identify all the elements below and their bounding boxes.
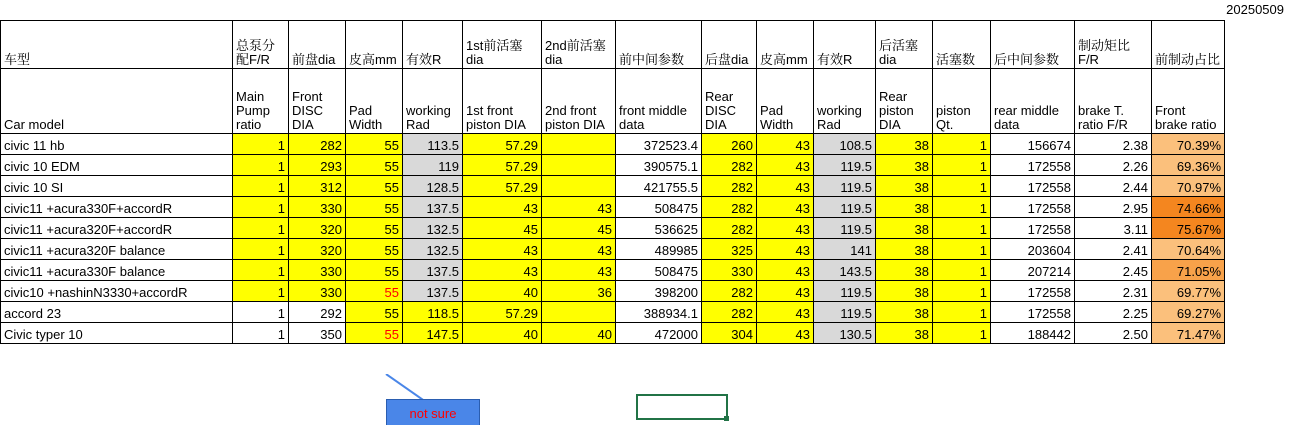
cell-rear-rad: 119.5 xyxy=(814,302,876,323)
cell-front-brake-ratio: 74.66% xyxy=(1152,197,1225,218)
cell-rear-middle: 156674 xyxy=(991,134,1075,155)
cell-rear-pad: 43 xyxy=(757,260,814,281)
callout-label: not sure xyxy=(409,405,457,421)
cell-piston-qty: 1 xyxy=(933,176,991,197)
cell-rear-piston: 38 xyxy=(876,218,933,239)
header-row-en xyxy=(1,69,1225,134)
cell-front-piston1: 43 xyxy=(463,260,542,281)
cell-rear-rad: 119.5 xyxy=(814,176,876,197)
cell-rear-rad: 119.5 xyxy=(814,281,876,302)
selected-cell[interactable] xyxy=(636,394,728,420)
header-en-14: brake T. ratio F/R xyxy=(1075,69,1152,134)
cell-front-pad: 55 xyxy=(346,323,403,344)
cell-rear-piston: 38 xyxy=(876,155,933,176)
header-cn-10: 有效R xyxy=(814,21,876,69)
cell-rear-pad: 43 xyxy=(757,323,814,344)
cell-front-rad: 118.5 xyxy=(403,302,463,323)
cell-rear-pad: 43 xyxy=(757,281,814,302)
cell-pump-ratio: 1 xyxy=(233,197,289,218)
header-en-4: working Rad xyxy=(403,69,463,134)
cell-model: civic 11 hb xyxy=(1,134,233,155)
cell-pump-ratio: 1 xyxy=(233,260,289,281)
table-row xyxy=(1,134,1225,155)
table-row xyxy=(1,197,1225,218)
cell-model: civic11 +acura320F balance xyxy=(1,239,233,260)
fill-handle[interactable] xyxy=(724,416,729,421)
cell-front-disc: 312 xyxy=(289,176,346,197)
cell-front-disc: 330 xyxy=(289,197,346,218)
header-en-15: Front brake ratio xyxy=(1152,69,1225,134)
header-en-10: working Rad xyxy=(814,69,876,134)
cell-front-piston2 xyxy=(542,176,616,197)
cell-rear-pad: 43 xyxy=(757,155,814,176)
cell-front-brake-ratio: 70.97% xyxy=(1152,176,1225,197)
cell-rear-rad: 119.5 xyxy=(814,197,876,218)
cell-rear-disc: 282 xyxy=(702,155,757,176)
header-cn-8: 后盘dia xyxy=(702,21,757,69)
table-row xyxy=(1,260,1225,281)
cell-front-piston2: 36 xyxy=(542,281,616,302)
cell-rear-disc: 282 xyxy=(702,302,757,323)
cell-rear-disc: 260 xyxy=(702,134,757,155)
cell-front-disc: 350 xyxy=(289,323,346,344)
table-row xyxy=(1,218,1225,239)
cell-front-brake-ratio: 71.05% xyxy=(1152,260,1225,281)
cell-rear-middle: 172558 xyxy=(991,155,1075,176)
cell-front-piston2: 43 xyxy=(542,239,616,260)
cell-front-pad: 55 xyxy=(346,260,403,281)
cell-rear-pad: 43 xyxy=(757,302,814,323)
cell-rear-rad: 119.5 xyxy=(814,155,876,176)
cell-rear-middle: 207214 xyxy=(991,260,1075,281)
header-en-7: front middle data xyxy=(616,69,702,134)
cell-front-brake-ratio: 70.64% xyxy=(1152,239,1225,260)
cell-front-brake-ratio: 69.36% xyxy=(1152,155,1225,176)
cell-rear-pad: 43 xyxy=(757,134,814,155)
cell-rear-rad: 143.5 xyxy=(814,260,876,281)
header-en-13: rear middle data xyxy=(991,69,1075,134)
cell-front-brake-ratio: 69.77% xyxy=(1152,281,1225,302)
cell-front-pad: 55 xyxy=(346,302,403,323)
cell-front-pad: 55 xyxy=(346,218,403,239)
cell-rear-disc: 325 xyxy=(702,239,757,260)
cell-rear-piston: 38 xyxy=(876,323,933,344)
table-row xyxy=(1,281,1225,302)
header-cn-14: 制动矩比F/R xyxy=(1075,21,1152,69)
cell-torque-ratio: 2.41 xyxy=(1075,239,1152,260)
cell-front-piston2 xyxy=(542,155,616,176)
cell-rear-piston: 38 xyxy=(876,239,933,260)
header-cn-4: 有效R xyxy=(403,21,463,69)
cell-front-piston1: 40 xyxy=(463,323,542,344)
cell-front-piston2 xyxy=(542,134,616,155)
cell-front-disc: 293 xyxy=(289,155,346,176)
cell-front-middle: 472000 xyxy=(616,323,702,344)
cell-rear-piston: 38 xyxy=(876,260,933,281)
cell-model: civic11 +acura330F balance xyxy=(1,260,233,281)
cell-rear-rad: 141 xyxy=(814,239,876,260)
cell-pump-ratio: 1 xyxy=(233,176,289,197)
cell-front-disc: 282 xyxy=(289,134,346,155)
header-cn-1: 总泵分配F/R xyxy=(233,21,289,69)
cell-rear-middle: 188442 xyxy=(991,323,1075,344)
cell-front-middle: 508475 xyxy=(616,197,702,218)
header-en-3: Pad Width xyxy=(346,69,403,134)
header-cn-9: 皮高mm xyxy=(757,21,814,69)
cell-front-piston1: 45 xyxy=(463,218,542,239)
cell-rear-disc: 282 xyxy=(702,197,757,218)
cell-front-disc: 330 xyxy=(289,281,346,302)
table-row xyxy=(1,323,1225,344)
cell-front-rad: 132.5 xyxy=(403,239,463,260)
cell-model: civic 10 SI xyxy=(1,176,233,197)
cell-model: Civic typer 10 xyxy=(1,323,233,344)
cell-rear-piston: 38 xyxy=(876,302,933,323)
cell-front-piston1: 43 xyxy=(463,239,542,260)
cell-torque-ratio: 2.38 xyxy=(1075,134,1152,155)
cell-model: civic 10 EDM xyxy=(1,155,233,176)
cell-front-brake-ratio: 71.47% xyxy=(1152,323,1225,344)
cell-rear-pad: 43 xyxy=(757,197,814,218)
cell-model: civic11 +acura330F+accordR xyxy=(1,197,233,218)
cell-front-piston2: 43 xyxy=(542,197,616,218)
cell-rear-middle: 172558 xyxy=(991,197,1075,218)
cell-pump-ratio: 1 xyxy=(233,155,289,176)
cell-piston-qty: 1 xyxy=(933,323,991,344)
data-table xyxy=(0,20,1225,344)
table-row xyxy=(1,239,1225,260)
header-cn-0: 车型 xyxy=(1,21,233,69)
cell-rear-disc: 282 xyxy=(702,281,757,302)
cell-piston-qty: 1 xyxy=(933,134,991,155)
cell-piston-qty: 1 xyxy=(933,260,991,281)
cell-front-disc: 320 xyxy=(289,239,346,260)
cell-rear-middle: 172558 xyxy=(991,218,1075,239)
cell-piston-qty: 1 xyxy=(933,218,991,239)
cell-front-middle: 489985 xyxy=(616,239,702,260)
table-row xyxy=(1,176,1225,197)
cell-model: civic10 +nashinN3330+accordR xyxy=(1,281,233,302)
header-cn-13: 后中间参数 xyxy=(991,21,1075,69)
table-row xyxy=(1,155,1225,176)
cell-torque-ratio: 2.50 xyxy=(1075,323,1152,344)
cell-pump-ratio: 1 xyxy=(233,281,289,302)
cell-front-pad: 55 xyxy=(346,281,403,302)
cell-front-disc: 292 xyxy=(289,302,346,323)
cell-piston-qty: 1 xyxy=(933,281,991,302)
cell-front-middle: 398200 xyxy=(616,281,702,302)
header-cn-11: 后活塞dia xyxy=(876,21,933,69)
cell-front-middle: 536625 xyxy=(616,218,702,239)
header-cn-15: 前制动占比 xyxy=(1152,21,1225,69)
date-cell: 20250509 xyxy=(1226,2,1284,17)
header-en-0: Car model xyxy=(1,69,233,134)
cell-piston-qty: 1 xyxy=(933,239,991,260)
cell-front-rad: 137.5 xyxy=(403,281,463,302)
cell-front-middle: 508475 xyxy=(616,260,702,281)
cell-torque-ratio: 3.11 xyxy=(1075,218,1152,239)
cell-front-rad: 132.5 xyxy=(403,218,463,239)
cell-front-pad: 55 xyxy=(346,134,403,155)
cell-front-middle: 372523.4 xyxy=(616,134,702,155)
header-en-8: Rear DISC DIA xyxy=(702,69,757,134)
cell-pump-ratio: 1 xyxy=(233,239,289,260)
cell-rear-piston: 38 xyxy=(876,197,933,218)
cell-pump-ratio: 1 xyxy=(233,218,289,239)
cell-piston-qty: 1 xyxy=(933,302,991,323)
cell-front-disc: 320 xyxy=(289,218,346,239)
header-en-6: 2nd front piston DIA xyxy=(542,69,616,134)
header-row-cn xyxy=(1,21,1225,69)
header-en-11: Rear piston DIA xyxy=(876,69,933,134)
cell-rear-piston: 38 xyxy=(876,176,933,197)
cell-front-pad: 55 xyxy=(346,155,403,176)
cell-front-piston1: 57.29 xyxy=(463,155,542,176)
cell-front-rad: 128.5 xyxy=(403,176,463,197)
cell-front-rad: 113.5 xyxy=(403,134,463,155)
top-row xyxy=(0,0,1290,20)
not-sure-callout[interactable] xyxy=(386,399,480,425)
cell-front-rad: 147.5 xyxy=(403,323,463,344)
header-en-12: piston Qt. xyxy=(933,69,991,134)
cell-pump-ratio: 1 xyxy=(233,302,289,323)
cell-rear-pad: 43 xyxy=(757,218,814,239)
cell-rear-disc: 330 xyxy=(702,260,757,281)
table-row xyxy=(1,302,1225,323)
cell-front-piston2: 40 xyxy=(542,323,616,344)
cell-rear-rad: 130.5 xyxy=(814,323,876,344)
cell-model: accord 23 xyxy=(1,302,233,323)
header-en-1: Main Pump ratio xyxy=(233,69,289,134)
cell-torque-ratio: 2.31 xyxy=(1075,281,1152,302)
cell-front-piston1: 57.29 xyxy=(463,302,542,323)
cell-front-pad: 55 xyxy=(346,197,403,218)
cell-front-rad: 137.5 xyxy=(403,197,463,218)
cell-front-piston1: 40 xyxy=(463,281,542,302)
cell-front-pad: 55 xyxy=(346,239,403,260)
cell-model: civic11 +acura320F+accordR xyxy=(1,218,233,239)
cell-front-middle: 421755.5 xyxy=(616,176,702,197)
cell-front-rad: 119 xyxy=(403,155,463,176)
cell-pump-ratio: 1 xyxy=(233,323,289,344)
cell-rear-rad: 119.5 xyxy=(814,218,876,239)
cell-rear-rad: 108.5 xyxy=(814,134,876,155)
cell-rear-piston: 38 xyxy=(876,281,933,302)
header-en-2: Front DISC DIA xyxy=(289,69,346,134)
cell-front-piston2: 45 xyxy=(542,218,616,239)
cell-piston-qty: 1 xyxy=(933,155,991,176)
cell-front-rad: 137.5 xyxy=(403,260,463,281)
cell-rear-middle: 172558 xyxy=(991,302,1075,323)
cell-front-brake-ratio: 69.27% xyxy=(1152,302,1225,323)
cell-front-brake-ratio: 75.67% xyxy=(1152,218,1225,239)
header-en-5: 1st front piston DIA xyxy=(463,69,542,134)
cell-rear-middle: 172558 xyxy=(991,281,1075,302)
cell-front-brake-ratio: 70.39% xyxy=(1152,134,1225,155)
cell-torque-ratio: 2.44 xyxy=(1075,176,1152,197)
callout-leader-line xyxy=(380,374,440,402)
cell-front-piston1: 57.29 xyxy=(463,176,542,197)
cell-rear-disc: 304 xyxy=(702,323,757,344)
cell-front-piston2 xyxy=(542,302,616,323)
cell-rear-disc: 282 xyxy=(702,218,757,239)
cell-rear-disc: 282 xyxy=(702,176,757,197)
cell-front-piston1: 57.29 xyxy=(463,134,542,155)
cell-rear-pad: 43 xyxy=(757,239,814,260)
cell-rear-middle: 203604 xyxy=(991,239,1075,260)
cell-front-piston2: 43 xyxy=(542,260,616,281)
cell-front-middle: 390575.1 xyxy=(616,155,702,176)
cell-rear-piston: 38 xyxy=(876,134,933,155)
header-cn-12: 活塞数 xyxy=(933,21,991,69)
cell-rear-middle: 172558 xyxy=(991,176,1075,197)
header-en-9: Pad Width xyxy=(757,69,814,134)
cell-front-disc: 330 xyxy=(289,260,346,281)
cell-front-middle: 388934.1 xyxy=(616,302,702,323)
cell-rear-pad: 43 xyxy=(757,176,814,197)
cell-torque-ratio: 2.95 xyxy=(1075,197,1152,218)
cell-front-pad: 55 xyxy=(346,176,403,197)
cell-torque-ratio: 2.26 xyxy=(1075,155,1152,176)
header-cn-2: 前盘dia xyxy=(289,21,346,69)
header-cn-5: 1st前活塞dia xyxy=(463,21,542,69)
header-cn-7: 前中间参数 xyxy=(616,21,702,69)
header-cn-3: 皮高mm xyxy=(346,21,403,69)
cell-pump-ratio: 1 xyxy=(233,134,289,155)
cell-torque-ratio: 2.25 xyxy=(1075,302,1152,323)
cell-piston-qty: 1 xyxy=(933,197,991,218)
header-cn-6: 2nd前活塞dia xyxy=(542,21,616,69)
cell-torque-ratio: 2.45 xyxy=(1075,260,1152,281)
cell-front-piston1: 43 xyxy=(463,197,542,218)
